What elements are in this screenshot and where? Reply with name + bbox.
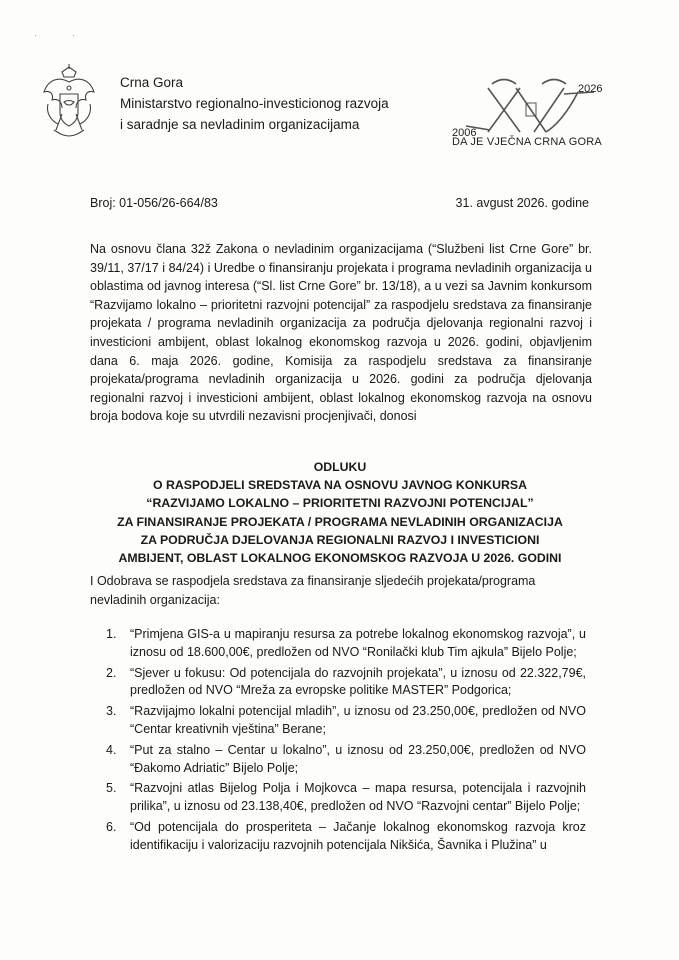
decision-title [90, 458, 590, 567]
decision-title-line: ODLUKU [313, 460, 367, 474]
intro-paragraph: Na osnovu člana 32ž Zakona o nevladinim organizacijama (“Službeni list Crne Gore” br. 39/11, 37/17 i 84/24) i Uredbe o finansiranju projekata i programa nevladinih organizacija u oblastima od javnog interesa (“Sl. list Crne Gore” br. 13/18), a u vezi sa Javnim konkursom “Razvijamo lokalno – prioritetni razvojni potencijal” za raspodjelu sredstava za finansiranje projekata / programa nevladinih organizacija za područja djelovanja regionalni razvoj i investicioni ambijent, oblast lokalnog ekonomskog razvoja u 2026. godini, objavljenim dana 6. maja 2026. godine, Komisija za raspodjelu sredstava za finansiranje projekata/programa nevladinih organizacija u 2026. godini za područja djelovanja regionalni razvoj i investicioni ambijent, oblast lokalnog ekonomskog razvoja na osnovu broja bodova koje su utvrdili nezavisni procjenjivači, donosi [90, 242, 592, 424]
jubilee-year-right: 2026 [578, 83, 603, 95]
ministry-name-cont: i saradnje sa nevladinim organizacijama [120, 117, 360, 132]
jubilee-year-left: 2006 [452, 127, 477, 139]
section-intro: I Odobrava se raspodjela sredstava za finansiranje sljedećih projekata/programa nevladinih organizacija: [90, 574, 536, 607]
ministry-header [120, 72, 389, 135]
list-item [106, 780, 586, 816]
list-item [106, 626, 586, 662]
reference-row [90, 196, 589, 210]
list-item [106, 703, 586, 739]
item-text: “Od potencijala do prosperiteta – Jačanje lokalnog ekonomskog razvoja kroz identifikaciju i valorizaciju razvojnih potencijala Nikšića, Šavnika i Plužina” u [130, 819, 586, 852]
item-text: “Razvijajmo lokalni potencijal mladih”, u iznosu od 23.250,00€, predložen od NVO “Centar kreativnih vještina” Berane; [130, 704, 586, 736]
list-item [106, 742, 586, 778]
document-number: Broj: 01-056/26-664/83 [90, 196, 218, 210]
item-text: “Primjena GIS-a u mapiranju resursa za potrebe lokalnog ekonomskog razvoja”, u iznosu od 18.600,00€, predložen od NVO “Ronilački klub Tim ajkula” Bijelo Polje; [130, 627, 586, 659]
document-date: 31. avgust 2026. godine [455, 196, 589, 210]
scan-mark: · [34, 30, 37, 40]
project-list [106, 626, 586, 858]
item-number: 5. [106, 781, 117, 796]
jubilee-motto: DA JE VJEČNA CRNA GORA [452, 136, 602, 148]
decision-title-line: ZA PODRUČJA DJELOVANJA REGIONALNI RAZVOJ I INVESTICIONI [140, 532, 540, 547]
list-item [106, 819, 586, 855]
coat-of-arms-icon [40, 64, 98, 140]
scan-mark: · [72, 30, 75, 40]
item-text: “Razvojni atlas Bijelog Polja i Mojkovca – mapa resursa, potencijala i razvojnih prilika”, u iznosu od 23.138,40€, predložen od NVO “Razvojni centar” Bijelo Polje; [130, 781, 586, 814]
item-text: “Sjever u fokusu: Od potencijala do razvojnih projekata”, u iznosu od 22.322,79€, predložen od NVO “Mreža za evropske politike MASTER” Podgorica; [130, 665, 586, 698]
item-number: 1. [106, 627, 117, 641]
decision-title-line: O RASPODJELI SREDSTAVA NA OSNOVU JAVNOG KONKURSA [153, 478, 527, 493]
item-number: 4. [106, 742, 117, 757]
decision-title-line: ZA FINANSIRANJE PROJEKATA / PROGRAMA NEVLADINIH ORGANIZACIJA [117, 514, 563, 529]
list-item [106, 665, 586, 701]
ministry-name: Ministarstvo regionalno-investicionog razvoja [120, 96, 389, 111]
item-number: 2. [106, 665, 117, 680]
item-number: 3. [106, 704, 117, 719]
item-text: “Put za stalno – Centar u lokalno”, u iznosu od 23.250,00€, predložen od NVO “Đakomo Adriatic” Bijelo Polje; [130, 742, 586, 775]
decision-title-line: AMBIJENT, OBLAST LOKALNOG EKONOMSKOG RAZVOJA U 2026. GODINI [118, 551, 562, 566]
country-name: Crna Gora [120, 75, 184, 90]
decision-title-line: “RAZVIJAMO LOKALNO – PRIORITETNI RAZVOJNI POTENCIJAL” [146, 496, 534, 511]
item-number: 6. [106, 819, 117, 834]
